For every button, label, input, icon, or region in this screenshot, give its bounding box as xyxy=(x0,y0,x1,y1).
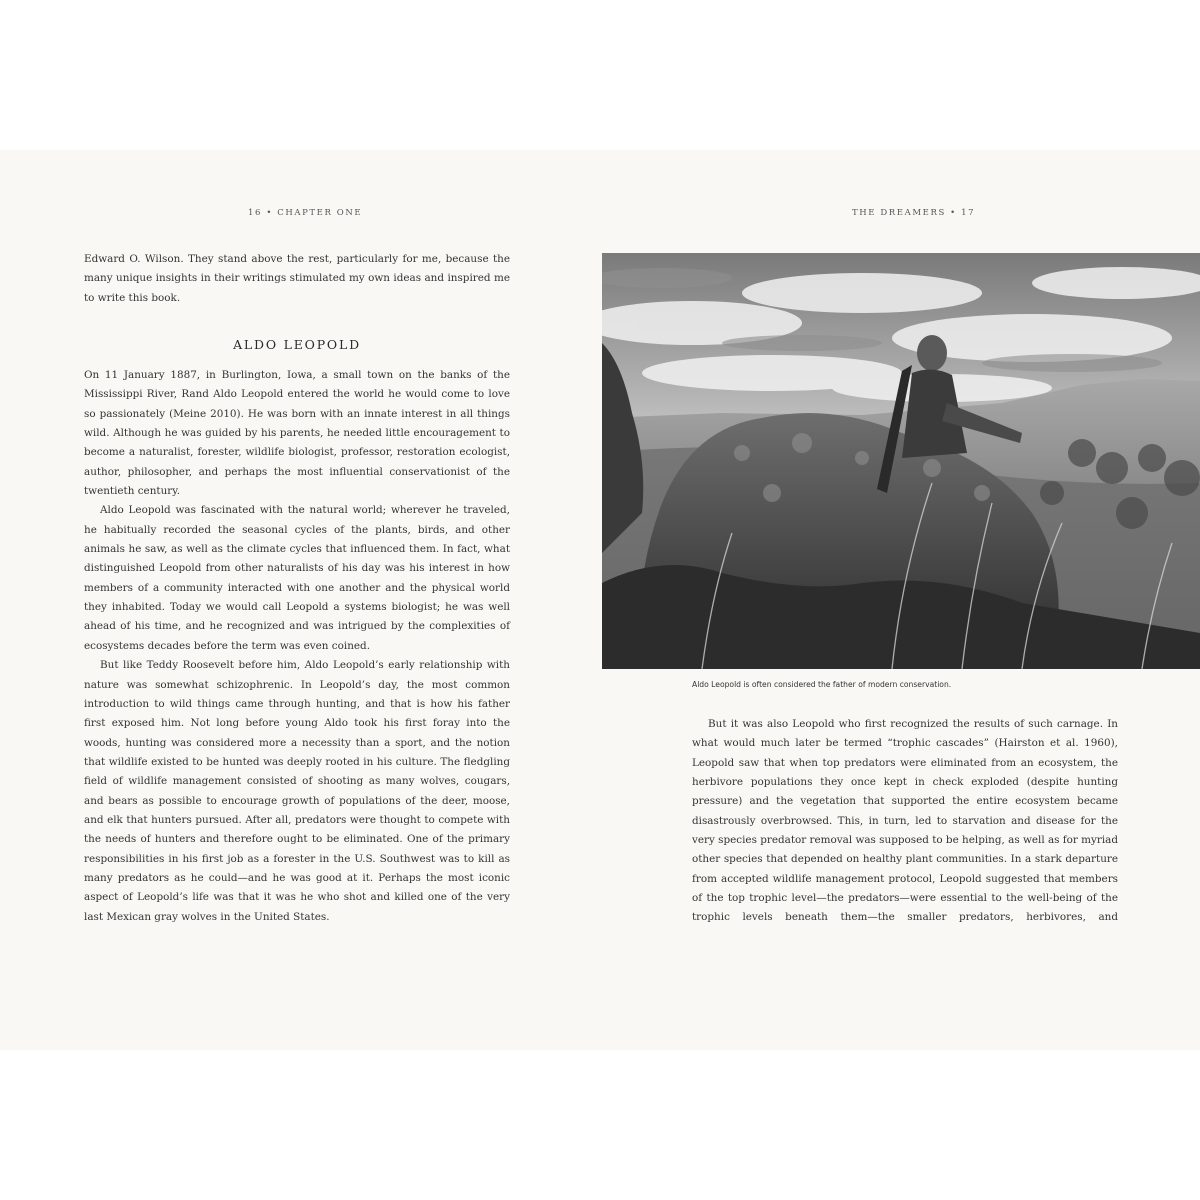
right-running-head: THE DREAMERS • 17 xyxy=(852,208,976,218)
left-continued-text xyxy=(84,250,510,308)
right-paragraph: But it was also Leopold who first recognized the results of such carnage. In what would much later be termed “trophic cascades” (Hairston et al. 1960), Leopold saw that when top predators were eliminated from an ecosystem, the herbivore populations they once kept in check exploded (despite hunting pressure) and the vegetation that supported the entire ecosystem became disastrously overbrowsed. This, in turn, led to starvation and disease for the very species predator removal was supposed to be helping, as well as for myriad other species that depended on healthy plant communities. In a stark departure from accepted wildlife management protocol, Leopold suggested that members of the top trophic level—the predators—were essential to the well-being of the trophic levels beneath them—the smaller predators, herbivores, and xyxy=(692,718,1119,924)
left-body-text xyxy=(84,366,510,927)
body-paragraph-2: Aldo Leopold was fascinated with the natural world; wherever he traveled, he habitually recorded the seasonal cycles of the plants, birds, and other animals he saw, as well as the climate cycles that influenced them. In fact, what distinguished Leopold from other naturalists of his day was his interest in how members of a community interacted with one another and the physical world they inhabited. Today we would call Leopold a systems biologist; he was well ahead of his time, and he recognized and was intrigued by the complexities of ecosystems decades before the term was even coined. xyxy=(84,504,510,652)
photo-caption: Aldo Leopold is often considered the father of modern conservation. xyxy=(692,680,952,689)
leopold-photo xyxy=(602,253,1200,669)
right-body-text xyxy=(692,715,1118,928)
leopold-photo-image xyxy=(602,253,1200,669)
section-heading: ALDO LEOPOLD xyxy=(233,337,361,352)
left-running-head: 16 • CHAPTER ONE xyxy=(248,208,363,218)
body-paragraph-1: On 11 January 1887, in Burlington, Iowa, a small town on the banks of the Mississippi River, Rand Aldo Leopold entered the world he would come to love so passionately (Meine 2010). He was born with an innate interest in all things wild. Although he was guided by his parents, he needed little encouragement to become a naturalist, forester, wildlife biologist, professor, restoration ecologist, author, philosopher, and perhaps the most influential conservationist of the twentieth century. xyxy=(84,369,510,498)
body-paragraph-3: But like Teddy Roosevelt before him, Aldo Leopold’s early relationship with nature was somewhat schizophrenic. In Leopold’s day, the most common introduction to wild things came through hunting, and that is how his father first exposed him. Not long before young Aldo took his first foray into the woods, hunting was considered more a necessity than a sport, and the notion that wildlife existed to be hunted was deeply rooted in his culture. The fledgling field of wildlife management consisted of shooting as many wolves, cougars, and bears as possible to encourage growth of populations of the deer, moose, and elk that hunters pursued. After all, predators were thought to compete with the needs of hunters and therefore ought to be eliminated. One of the primary responsibilities in his first job as a forester in the U.S. Southwest was to kill as many predators as he could—and he was good at it. Perhaps the most iconic aspect of Leopold’s life was that it was he who shot and killed one of the very last Mexican gray wolves in the United States. xyxy=(84,659,510,923)
continued-paragraph: Edward O. Wilson. They stand above the rest, particularly for me, because the many unique insights in their writings stimulated my own ideas and inspired me to write this book. xyxy=(84,253,510,304)
